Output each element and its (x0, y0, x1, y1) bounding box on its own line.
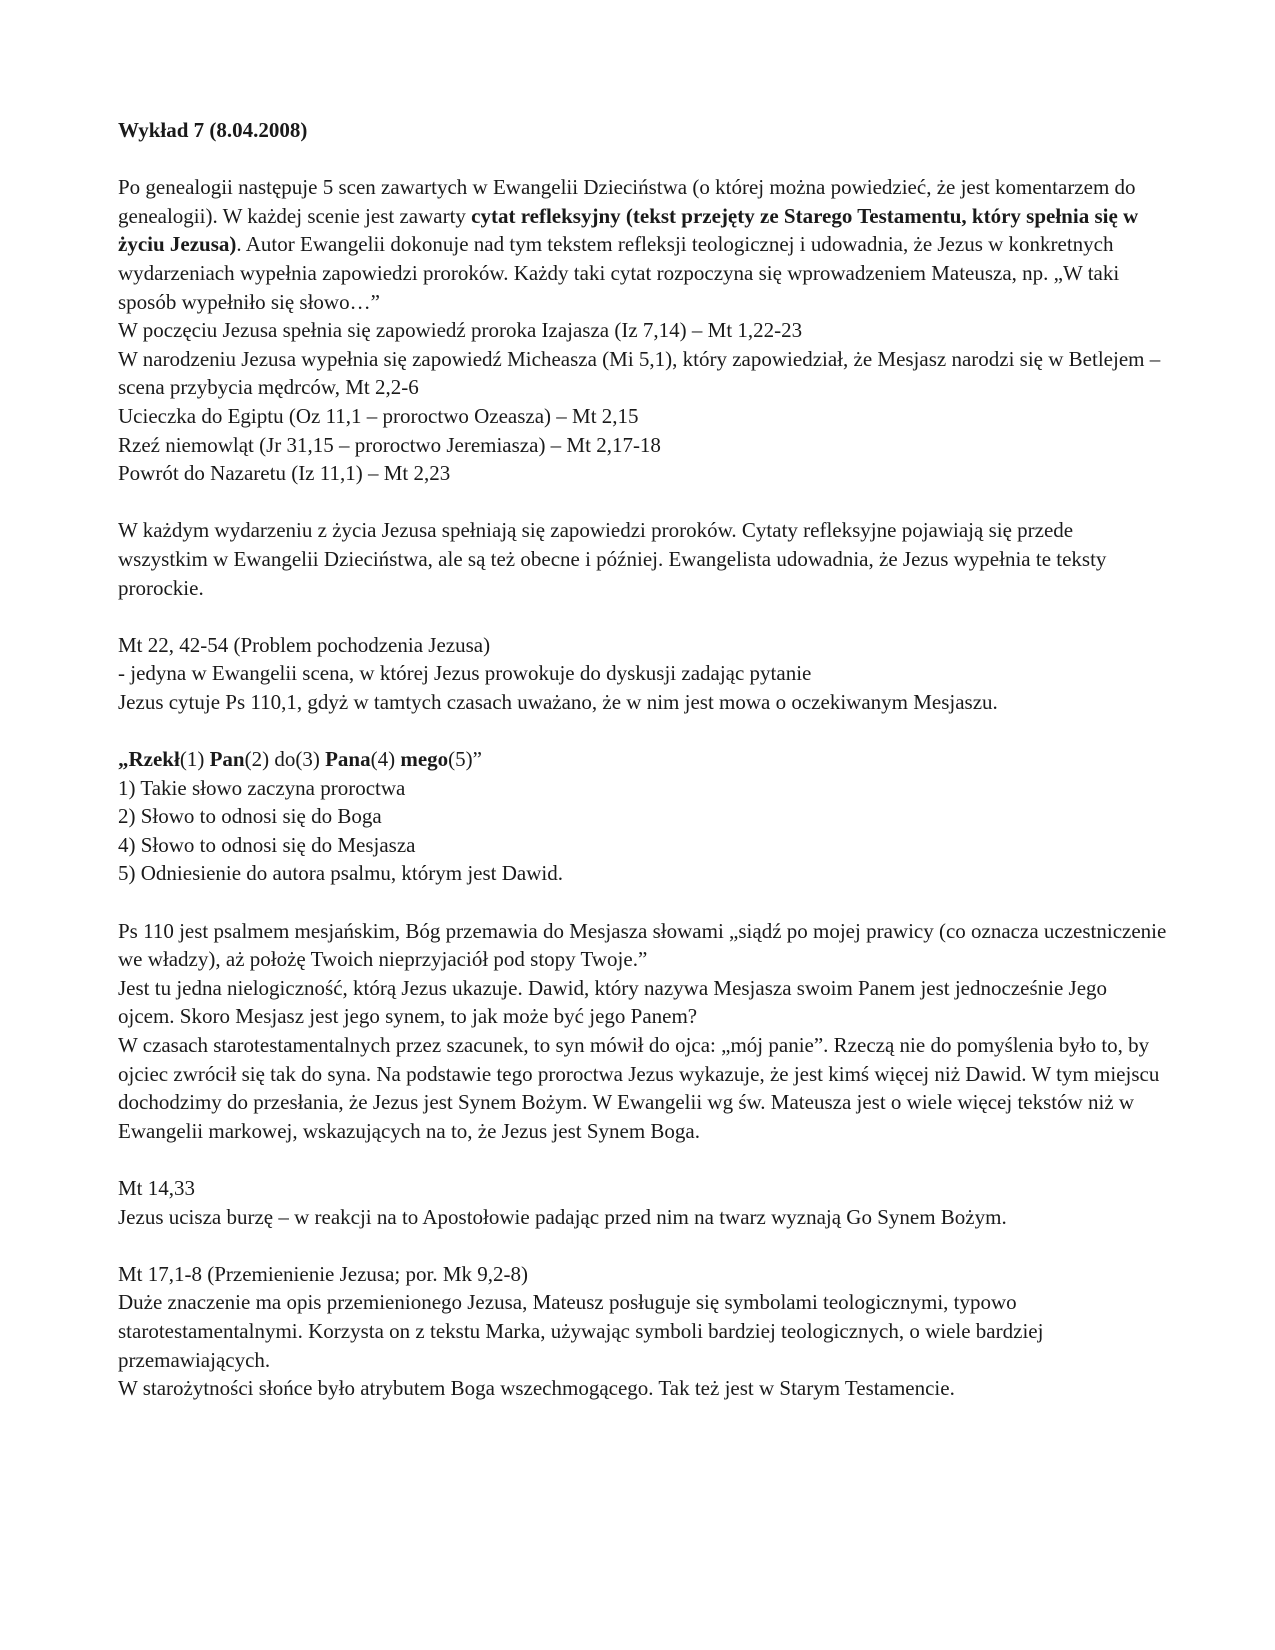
mt17-paragraph: W starożytności słońce było atrybutem Boga wszechmogącego. Tak też jest w Starym Testamencie. (118, 1376, 955, 1401)
mt22-line: - jedyna w Ewangelii scena, w której Jezus prowokuje do dyskusji zadając pytanie (118, 661, 812, 686)
scene-line: Powrót do Nazaretu (Iz 11,1) – Mt 2,23 (118, 461, 451, 486)
scene-line: W narodzeniu Jezusa wypełnia się zapowiedź Micheasza (Mi 5,1), który zapowiedział, że Mesjasz narodzi się w Betlejem – scena przybycia mędrców, Mt 2,2-6 (118, 346, 1161, 400)
intro-paragraph: Po genealogii następuje 5 scen zawartych w Ewangelii Dzieciństwa (o której można powiedzieć, że jest komentarzem do genealogii). W każdej scenie jest zawarty cytat refleksyjny (tekst przejęty ze Starego Testamentu, który spełnia się w życiu Jezusa). Autor Ewangelii dokonuje nad tym tekstem refleksji teologicznej i udowadnia, że Jezus w konkretnych wydarzeniach wypełnia zapowiedzi proroków. Każdy taki cytat rozpoczyna się wprowadzeniem Mateusza, np. „W taki sposób wypełniło się słowo…” (118, 175, 1139, 314)
quote-note: 4) Słowo to odnosi się do Mesjasza (118, 832, 416, 857)
mt17-heading: Mt 17,1-8 (Przemienienie Jezusa; por. Mk 9,2-8) (118, 1261, 528, 1286)
fulfillment-paragraph: W każdym wydarzeniu z życia Jezusa spełniają się zapowiedzi proroków. Cytaty refleksyjne pojawiają się przede wszystkim w Ewangelii Dzieciństwa, ale są też obecne i później. Ewangelista udowadnia, że Jezus wypełnia te teksty prorockie. (118, 518, 1107, 600)
quote-note: 1) Takie słowo zaczyna proroctwa (118, 775, 406, 800)
document-page (118, 116, 1168, 1403)
mt22-line: Jezus cytuje Ps 110,1, gdyż w tamtych czasach uważano, że w nim jest mowa o oczekiwanym Mesjaszu. (118, 689, 998, 714)
intro-bold-definition: cytat refleksyjny (tekst przejęty ze Starego Testamentu, który spełnia się w życiu Jezusa) (118, 203, 1139, 257)
lecture-title: Wykład 7 (8.04.2008) (118, 118, 308, 142)
scene-line: Rzeź niemowląt (Jr 31,15 – proroctwo Jeremiasza) – Mt 2,17-18 (118, 432, 661, 457)
ps110-paragraph: Jest tu jedna nielogiczność, którą Jezus ukazuje. Dawid, który nazywa Mesjasza swoim Panem jest jednocześnie Jego ojcem. Skoro Mesjasz jest jego synem, to jak może być jego Panem? (118, 975, 1108, 1029)
psalm-quote: „Rzekł(1) Pan(2) do(3) Pana(4) mego(5)” (118, 747, 482, 772)
mt14-text: Jezus ucisza burzę – w reakcji na to Apostołowie padając przed nim na twarz wyznają Go Synem Bożym. (118, 1204, 1007, 1229)
mt22-heading: Mt 22, 42-54 (Problem pochodzenia Jezusa) (118, 632, 491, 657)
ps110-paragraph: W czasach starotestamentalnych przez szacunek, to syn mówił do ojca: „mój panie”. Rzeczą nie do pomyślenia było to, by ojciec zwrócił się tak do syna. Na podstawie tego proroctwa Jezus wykazuje, że jest kimś więcej niż Dawid. W tym miejscu dochodzimy do przesłania, że Jezus jest Synem Bożym. W Ewangelii wg św. Mateusza jest o wiele więcej tekstów niż w Ewangelii markowej, wskazujących na to, że Jezus jest Synem Boga. (118, 1033, 1160, 1143)
ps110-paragraph: Ps 110 jest psalmem mesjańskim, Bóg przemawia do Mesjasza słowami „siądź po mojej prawicy (co oznacza uczestniczenie we władzy), aż położę Twoich nieprzyjaciół pod stopy Twoje.” (118, 918, 1167, 972)
scene-line: W poczęciu Jezusa spełnia się zapowiedź proroka Izajasza (Iz 7,14) – Mt 1,22-23 (118, 318, 803, 343)
scene-line: Ucieczka do Egiptu (Oz 11,1 – proroctwo Ozeasza) – Mt 2,15 (118, 403, 639, 428)
quote-note: 2) Słowo to odnosi się do Boga (118, 804, 382, 829)
mt14-heading: Mt 14,33 (118, 1175, 196, 1200)
mt17-paragraph: Duże znaczenie ma opis przemienionego Jezusa, Mateusz posługuje się symbolami teologicznymi, typowo starotestamentalnymi. Korzysta on z tekstu Marka, używając symboli bardziej teologicznych, o wiele bardziej przemawiających. (118, 1290, 1044, 1372)
quote-note: 5) Odniesienie do autora psalmu, którym jest Dawid. (118, 861, 563, 886)
